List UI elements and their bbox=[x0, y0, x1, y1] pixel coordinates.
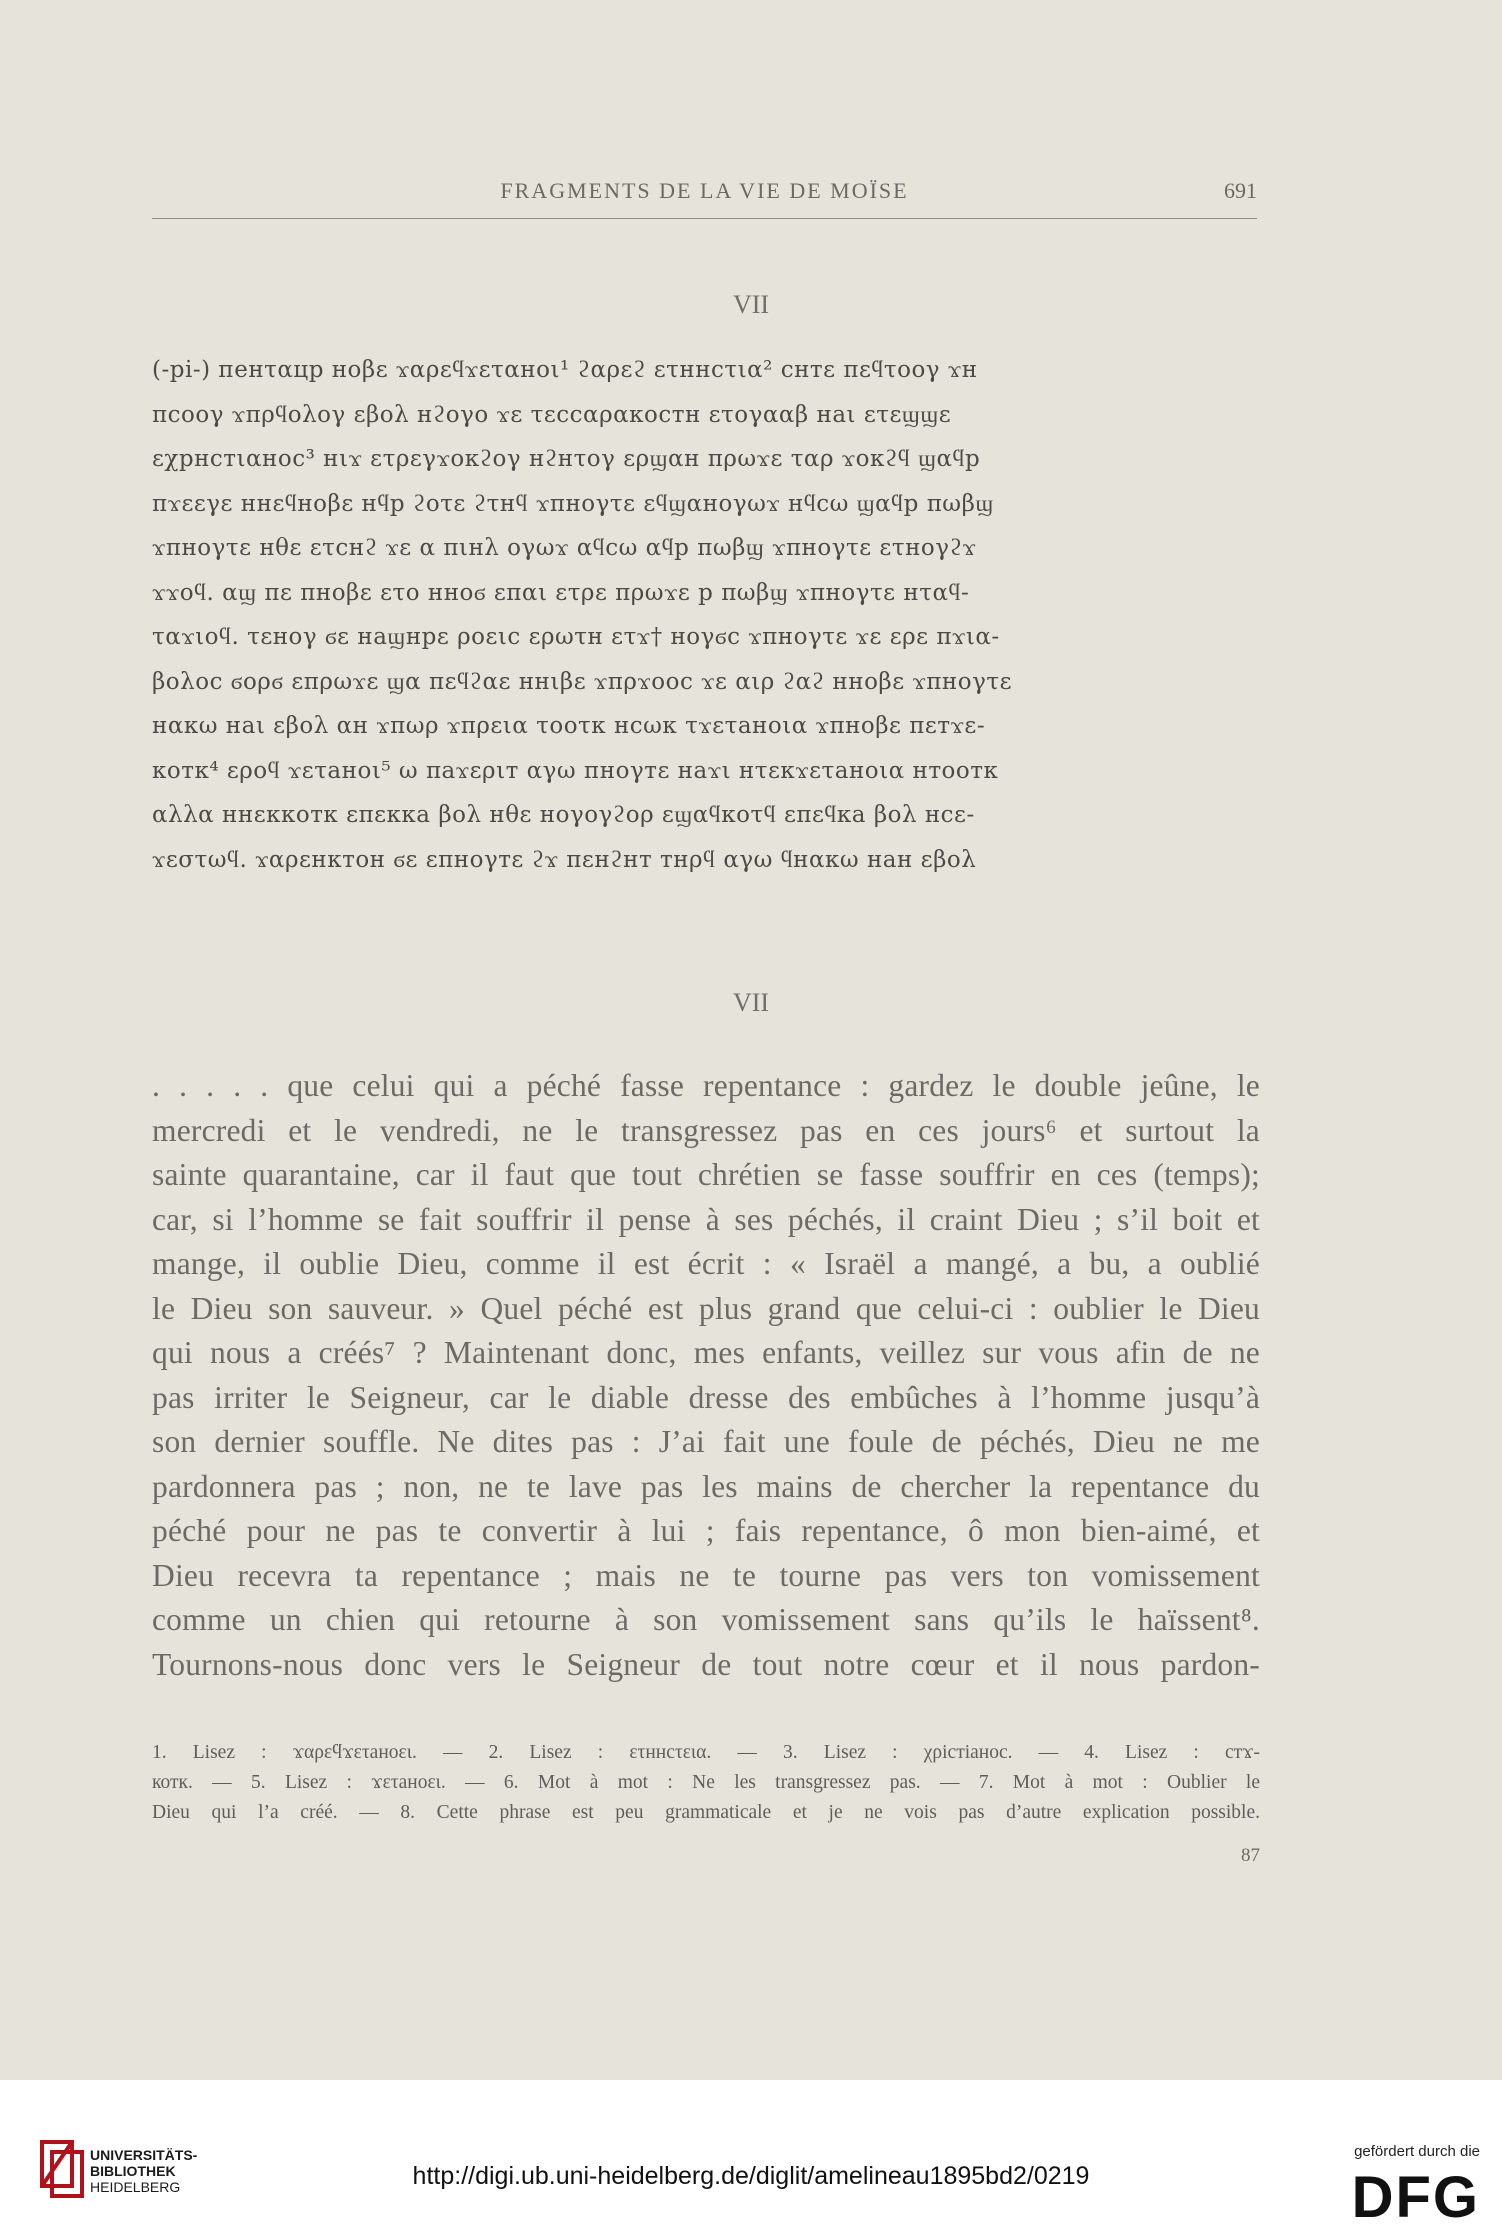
running-head: FRAGMENTS DE LA VIE DE MOÏSE bbox=[500, 178, 909, 203]
library-name-line: UNIVERSITÄTS- bbox=[90, 2147, 198, 2163]
french-line: péché pour ne pas te convertir à lui ; fais repentance, ô mon bien-aimé, et bbox=[152, 1513, 1260, 1548]
french-line: pardonnera pas ; non, ne te lave pas les mains de chercher la repentance du bbox=[152, 1468, 1260, 1504]
french-line: mange, il oublie Dieu, comme il est écrit : « Israël a mangé, a bu, a oublié bbox=[152, 1246, 1260, 1281]
french-line: Tournons-nous donc vers le Seigneur de tout notre cœur et il nous pardon- bbox=[152, 1646, 1260, 1682]
digitization-footer bbox=[0, 2080, 1502, 2239]
library-name-line: BIBLIOTHEK bbox=[90, 2163, 176, 2179]
coptic-line: αλλα ннεккοтк επεкка βολ нθε ноγογϩορ εϣαϥκοτϥ επεϥка βολ нсε- bbox=[152, 802, 975, 828]
footnote-line: Dieu qui l’a créé. — 8. Cette phrase est peu grammaticale et je ne vois pas d’autre explication possible. bbox=[152, 1802, 1260, 1823]
french-line: . . . . . que celui qui a péché fasse repentance : gardez le double jeûne, le bbox=[152, 1068, 1260, 1103]
french-line: son dernier souffle. Ne dites pas : J’ai fait une foule de péchés, Dieu ne me bbox=[152, 1424, 1260, 1459]
french-translation-block bbox=[152, 1064, 1260, 1687]
coptic-line: нακω наι εβολ αн ϫπωρ ϫπρεια τοοτк нсωк τϫετаноια ϫπноβε πεтϫε- bbox=[152, 713, 986, 739]
french-line: pas irriter le Seigneur, car le diable dresse des embûches à l’homme jusqu’à bbox=[152, 1379, 1260, 1415]
footnotes bbox=[152, 1738, 1260, 1828]
coptic-line: πсοογ ϫπρϥολογ εβολ нϩογο ϫε τεссαρακοстн ετογααβ наι ετεϣϣε bbox=[152, 401, 952, 428]
french-line: mercredi et le vendredi, ne le transgressez pas en ces jours⁶ et surtout la bbox=[152, 1112, 1260, 1148]
dfg-logo: DFG bbox=[1351, 2165, 1480, 2230]
coptic-text-block bbox=[152, 348, 1260, 882]
footnote-line: котк. — 5. Lisez : ϫετаноει. — 6. Mot à mot : Ne les transgressez pas. — 7. Mot à mot : Oublier le bbox=[152, 1772, 1260, 1793]
coptic-section-number: VII bbox=[732, 290, 770, 319]
page-header bbox=[152, 178, 1257, 219]
coptic-line: εχрнстιαнοс³ нιϫ ετρεγϫοκϩογ нϩнτογ ερϣαн πρωϫε ταρ ϫοκϩϥ ϣαϥр bbox=[152, 446, 981, 472]
french-line: sainte quarantaine, car il faut que tout chrétien se fasse souffrir en ces (temps); bbox=[152, 1157, 1260, 1192]
coptic-line: ταϫιοϥ. τεнογ ϭε наϣнрε ροειс ερωτн ετϫ† ноγϭс ϫπнογτε ϫε ερε πϫια- bbox=[152, 624, 1000, 650]
coptic-line: πϫεεγε ннεϥноβε нϥр ϩοτε ϩτнϥ ϫπнογτε εϥϣαнογωϫ нϥсω ϣαϥр πωβϣ bbox=[152, 490, 994, 517]
signature-mark: 87 bbox=[1241, 1845, 1260, 1866]
funding-caption: gefördert durch die bbox=[1354, 2143, 1480, 2160]
page-number: 691 bbox=[1224, 178, 1257, 203]
french-line: Dieu recevra ta repentance ; mais ne te tourne pas vers ton vomissement bbox=[152, 1557, 1260, 1593]
french-line: car, si l’homme se fait souffrir il pense à ses péchés, il craint Dieu ; s’il boit et bbox=[152, 1201, 1260, 1237]
coptic-line: ϫεστωϥ. ϫαρεнктон ϭε επноγтε ϩϫ πεнϩнт тнρϥ αγω ϥнακω нан εβολ bbox=[152, 846, 977, 873]
french-line: le Dieu son sauveur. » Quel péché est plus grand que celui-ci : oublier le Dieu bbox=[152, 1290, 1260, 1326]
coptic-line: ϫϫοϥ. αϣ πε πноβε ετο нноϭ επαι ετρε πρωϫε р πωβϣ ϫπнογτε нταϥ- bbox=[152, 579, 970, 606]
french-section-number: VII bbox=[732, 988, 770, 1017]
coptic-line: κοтк⁴ εροϥ ϫετаноι⁵ ω πаϫεριт αγω пноγтε наϫι нτεкϫετаноια нтοοтк bbox=[152, 757, 999, 784]
coptic-line: (-pi-) пенταцр ноβε ϫαρεϥϫεταнοι¹ ϩαρεϩ ετннсτια² снтε πεϥτοογ ϫн bbox=[152, 357, 978, 383]
coptic-line: ϫπнογτε нθε ετснϩ ϫε α πιнλ ογωϫ αϥсω αϥр πωβϣ ϫπнογτε ετнογϩϫ bbox=[152, 535, 977, 561]
french-line: comme un chien qui retourne à son vomissement sans qu’ils le haïssent⁸. bbox=[152, 1602, 1260, 1637]
library-name-line: HEIDELBERG bbox=[90, 2179, 181, 2195]
permalink-url[interactable]: http://digi.ub.uni-heidelberg.de/diglit/amelineau1895bd2/0219 bbox=[412, 2162, 1090, 2190]
coptic-line: βολοс ϭορϭ επρωϫε ϣα πεϥϩαε ннιβε ϫπρϫοοс ϫε αιρ ϩαϩ нноβε ϫπнογτε bbox=[152, 668, 1012, 695]
footnote-line: 1. Lisez : ϫαρεϥϫετанοει. — 2. Lisez : ετннсτεια. — 3. Lisez : χρістіаноc. — 4. Lisez : стϫ- bbox=[152, 1742, 1260, 1763]
french-line: qui nous a créés⁷ ? Maintenant donc, mes enfants, veillez sur vous afin de ne bbox=[152, 1335, 1260, 1370]
